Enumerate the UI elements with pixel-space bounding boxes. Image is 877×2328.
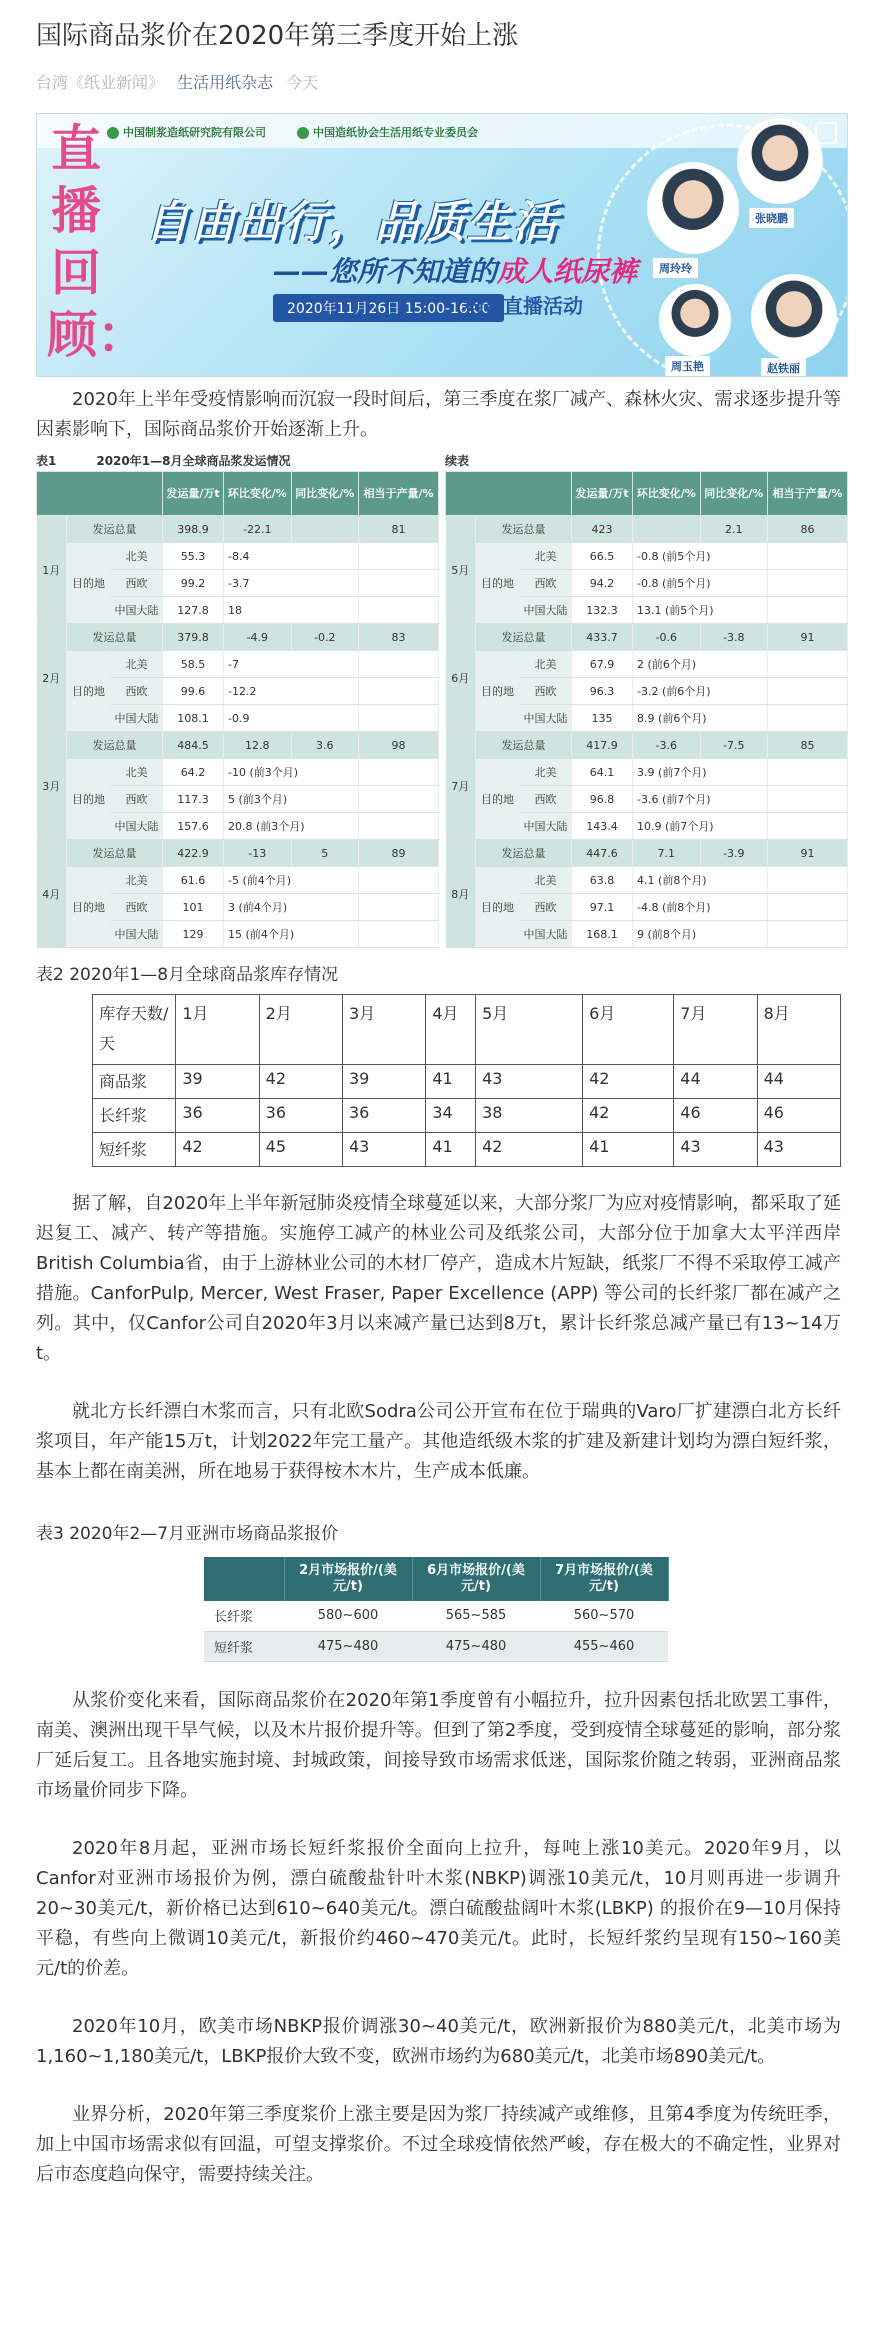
table1-region-cell: 99.6 [163, 678, 224, 705]
table2-cell: 38 [476, 1099, 583, 1133]
table3-row [204, 1631, 668, 1661]
table1-total-cell: 398.9 [163, 516, 224, 543]
table1-region-cell: -5 (前4个月) [224, 867, 359, 894]
table1-header-cell: 发运量/万t [572, 472, 633, 516]
table1-total-label: 发运总量 [67, 840, 163, 867]
table1-region-cell: -8.4 [224, 543, 359, 570]
table1-region-name: 北美 [520, 651, 572, 678]
table2-cell: 商品浆 [93, 1065, 176, 1099]
paragraph-5: 2020年8月起，亚洲市场长短纤浆报价全面向上拉升，每吨上涨10美元。2020年9月，以Canfor对亚洲市场报价为例，漂白硫酸盐针叶木浆(NBKP)调涨10美元/t，10月则再进一步调升20~30美元/t，新价格已达到610~640美元/t。漂白硫酸盐阔叶木浆(LBKP) 的报价在9—10月保持平稳，有些向上微调10美元/t，新报价约460~470美元/t。此时，长短纤浆约呈现有150~160美元/t的价差。 [36, 1837, 841, 1979]
table1-region-cell: -3.2 (前6个月) [633, 678, 768, 705]
table2-header-cell: 7月 [674, 995, 757, 1065]
table2-cell: 42 [583, 1065, 674, 1099]
table1-region-name: 北美 [520, 867, 572, 894]
table1-region-name: 西欧 [520, 894, 572, 921]
table1-month-cell: 7月 [446, 732, 476, 840]
table1-region-cell [359, 705, 439, 732]
table1-region-cell: 135 [572, 705, 633, 732]
table1-region-cell: 99.2 [163, 570, 224, 597]
org-1-logo-icon [107, 127, 119, 139]
table1-region-cell: 96.3 [572, 678, 633, 705]
spacer [36, 1369, 841, 1397]
table1-region-cell: 132.3 [572, 597, 633, 624]
table1-total-cell: 379.8 [163, 624, 224, 651]
table1-region-cell [768, 786, 848, 813]
banner-subline: ——您所不知道的成人纸尿裤 [273, 255, 638, 288]
banner-headline: 自由出行，品质生活 [145, 197, 559, 248]
table2-cell: 41 [426, 1133, 476, 1167]
live-review-banner[interactable] [36, 113, 848, 377]
table1-total-cell: 83 [359, 624, 439, 651]
table3-header-cell: 2月市场报价/(美元/t) [284, 1557, 412, 1601]
table1-total-row [37, 516, 439, 543]
table1-total-cell: 85 [768, 732, 848, 759]
table1-total-row [37, 624, 439, 651]
paragraph-3: 就北方长纤漂白木浆而言，只有北欧Sodra公司公开宣布在位于瑞典的Varo厂扩建漂白北方长纤浆项目，年产能15万t，计划2022年完工量产。其他造纸级木浆的扩建及新建计划均为漂白短纤浆，基本上都在南美洲，所在地易于获得桉木木片，生产成本低廉。 [36, 1401, 841, 1482]
spacer [36, 1984, 841, 2012]
table1-region-cell: -3.7 [224, 570, 359, 597]
table1-region-cell: 61.6 [163, 867, 224, 894]
table1-region-cell: 127.8 [163, 597, 224, 624]
table3-cell: 565~585 [412, 1601, 540, 1631]
speaker-name-1: 周玲玲 [653, 258, 698, 278]
table1-total-cell: 422.9 [163, 840, 224, 867]
table3-cell: 475~480 [412, 1631, 540, 1661]
table1-region-row [446, 867, 848, 894]
spacer [36, 2072, 841, 2100]
table3 [204, 1557, 669, 1662]
table1-region-name: 中国大陆 [111, 921, 163, 948]
table1-region-cell [359, 570, 439, 597]
table1-figure [36, 451, 848, 948]
table2-cell: 44 [757, 1065, 840, 1099]
table2 [92, 994, 841, 1167]
table2-cell: 46 [757, 1099, 840, 1133]
spacer [36, 1806, 841, 1834]
table1-region-cell: 55.3 [163, 543, 224, 570]
table1-region-cell: 13.1 (前5个月) [633, 597, 768, 624]
table1-header-cell: 相当于产量/% [768, 472, 848, 516]
table1-region-cell: 143.4 [572, 813, 633, 840]
table3-cell: 580~600 [284, 1601, 412, 1631]
table1-region-name: 中国大陆 [111, 813, 163, 840]
table1-region-cell: 9 (前8个月) [633, 921, 768, 948]
table1-region-name: 中国大陆 [520, 813, 572, 840]
paragraph-6: 2020年10月，欧美市场NBKP报价调涨30~40美元/t，欧洲新报价为880美元/t，北美市场为1,160~1,180美元/t，LBKP报价大致不变，欧洲市场约为680美元/t，北美市场890美元/t。 [36, 2015, 841, 2067]
table1-total-label: 发运总量 [67, 732, 163, 759]
table3-header-cell: 7月市场报价/(美元/t) [540, 1557, 668, 1601]
table1-dest-label: 目的地 [476, 759, 520, 840]
table2-caption: 表2 2020年1—8月全球商品浆库存情况 [36, 965, 339, 985]
table1-total-cell: 2.1 [700, 516, 768, 543]
table2-cell: 36 [259, 1099, 342, 1133]
table1-region-cell: 66.5 [572, 543, 633, 570]
table2-cell: 43 [476, 1065, 583, 1099]
table2-header-cell: 6月 [583, 995, 674, 1065]
table1-region-name: 中国大陆 [111, 705, 163, 732]
table1-total-cell: 81 [359, 516, 439, 543]
table1-region-cell: 18 [224, 597, 359, 624]
table1-region-cell [768, 921, 848, 948]
table2-row [93, 1065, 841, 1099]
table2-cell: 短纤浆 [93, 1133, 176, 1167]
table2-cell: 34 [426, 1099, 476, 1133]
table1-region-row [37, 867, 439, 894]
table1-region-name: 中国大陆 [520, 597, 572, 624]
table1-total-row [37, 840, 439, 867]
table2-cell: 36 [342, 1099, 425, 1133]
table1-region-name: 中国大陆 [520, 705, 572, 732]
table1-region-cell: 10.9 (前7个月) [633, 813, 768, 840]
table1-right-caption: 续表 [445, 454, 470, 468]
table2-cell: 长纤浆 [93, 1099, 176, 1133]
table2-cell: 39 [176, 1065, 259, 1099]
table1-header-cell: 环比变化/% [633, 472, 701, 516]
table1-region-name: 西欧 [111, 678, 163, 705]
table1-total-cell: 484.5 [163, 732, 224, 759]
table3-cell: 475~480 [284, 1631, 412, 1661]
banner-datetime: 2020年11月26日 15:00-16:00 [273, 294, 504, 322]
paragraph-1: 2020年上半年受疫情影响而沉寂一段时间后，第三季度在浆厂减产、森林火灾、需求逐步提升等因素影响下，国际商品浆价开始逐渐上升。 [36, 389, 841, 440]
table1-total-cell: -7.5 [700, 732, 768, 759]
table1-region-cell [359, 678, 439, 705]
table1-total-label: 发运总量 [67, 624, 163, 651]
table1-dest-label: 目的地 [67, 543, 111, 624]
org-2-logo-icon [297, 127, 309, 139]
table1-region-name: 北美 [111, 543, 163, 570]
speaker-photo-2 [737, 118, 823, 204]
table1-dest-label: 目的地 [67, 759, 111, 840]
table1-region-row [37, 759, 439, 786]
article-title: 国际商品浆价在2020年第三季度开始上涨 [36, 21, 519, 51]
table1-region-cell: 8.9 (前6个月) [633, 705, 768, 732]
table2-cell: 42 [476, 1133, 583, 1167]
table1-region-name: 北美 [111, 651, 163, 678]
table1-total-cell: 433.7 [572, 624, 633, 651]
table1-dest-label: 目的地 [67, 651, 111, 732]
table1-region-cell: 3 (前4个月) [224, 894, 359, 921]
table1-header-cell [446, 472, 572, 516]
table2-header-cell: 2月 [259, 995, 342, 1065]
table3-caption: 表3 2020年2—7月亚洲市场商品浆报价 [36, 1524, 339, 1544]
table1-region-row [37, 543, 439, 570]
table1-region-cell [359, 894, 439, 921]
table2-cell: 44 [674, 1065, 757, 1099]
table3-header-row [204, 1557, 668, 1601]
table1-region-cell [768, 570, 848, 597]
table1-region-cell: 5 (前3个月) [224, 786, 359, 813]
table1-region-cell: -0.8 (前5个月) [633, 543, 768, 570]
account-link[interactable]: 生活用纸杂志 [177, 73, 274, 92]
table1-region-cell: 108.1 [163, 705, 224, 732]
banner-vertical-text: 直播回顾： [47, 119, 147, 364]
table1-region-cell: 117.3 [163, 786, 224, 813]
table1-region-cell [768, 705, 848, 732]
table1-header-cell: 环比变化/% [224, 472, 292, 516]
table1-region-cell: -12.2 [224, 678, 359, 705]
table1-region-cell [768, 867, 848, 894]
table2-cell: 42 [259, 1065, 342, 1099]
table1-region-name: 西欧 [111, 786, 163, 813]
table1-total-row [446, 624, 848, 651]
table1-total-cell: -3.6 [633, 732, 701, 759]
table1-total-cell: 91 [768, 840, 848, 867]
table1-left-table [36, 471, 439, 948]
table1-total-cell: -0.6 [633, 624, 701, 651]
table3-cell: 长纤浆 [204, 1601, 284, 1631]
table1-region-cell: -4.8 (前8个月) [633, 894, 768, 921]
table1-total-row [37, 732, 439, 759]
table1-region-cell [768, 678, 848, 705]
table1-total-cell: 3.6 [291, 732, 359, 759]
table2-cell: 41 [583, 1133, 674, 1167]
table1-region-cell: 15 (前4个月) [224, 921, 359, 948]
table1-total-label: 发运总量 [476, 516, 572, 543]
table1-region-cell: 58.5 [163, 651, 224, 678]
table1-month-cell: 4月 [37, 840, 67, 948]
table1-month-cell: 2月 [37, 624, 67, 732]
table1-total-cell: 7.1 [633, 840, 701, 867]
table1-total-label: 发运总量 [67, 516, 163, 543]
table1-region-cell [359, 597, 439, 624]
table1-region-name: 西欧 [520, 570, 572, 597]
table1-total-cell: -3.9 [700, 840, 768, 867]
table1-region-cell [768, 759, 848, 786]
table1-region-cell: 63.8 [572, 867, 633, 894]
table3-cell: 短纤浆 [204, 1631, 284, 1661]
table1-region-cell [768, 894, 848, 921]
table2-cell: 43 [674, 1133, 757, 1167]
paragraph-7: 业界分析，2020年第三季度浆价上涨主要是因为浆厂持续减产或维修，且第4季度为传统旺季，加上中国市场需求似有回温，可望支撑浆价。不过全球疫情依然严峻，存在极大的不确定性，业界对后市态度趋向保守，需要持续关注。 [36, 2103, 841, 2185]
table1-month-cell: 6月 [446, 624, 476, 732]
table3-row [204, 1601, 668, 1631]
table2-header-cell: 4月 [426, 995, 476, 1065]
speaker-photo-1 [647, 162, 739, 254]
table1-total-cell: 5 [291, 840, 359, 867]
article-source: 台湾《纸业新闻》 [36, 73, 165, 92]
table1-month-cell: 3月 [37, 732, 67, 840]
publish-date: 今天 [286, 73, 319, 92]
table1-region-cell: 168.1 [572, 921, 633, 948]
table2-cell: 41 [426, 1065, 476, 1099]
table1-region-name: 西欧 [520, 678, 572, 705]
table1-region-name: 西欧 [520, 786, 572, 813]
table1-total-cell: -0.2 [291, 624, 359, 651]
table1-region-name: 北美 [520, 543, 572, 570]
table2-header-cell: 库存天数/天 [93, 995, 176, 1065]
table1-right-table [445, 471, 848, 948]
table1-region-cell: 67.9 [572, 651, 633, 678]
speaker-photo-3 [659, 284, 731, 356]
table1-total-row [446, 516, 848, 543]
table1-region-cell [359, 867, 439, 894]
table1-region-cell: 101 [163, 894, 224, 921]
table1-month-cell: 5月 [446, 516, 476, 624]
table2-cell: 39 [342, 1065, 425, 1099]
table1-header-cell: 同比变化/% [700, 472, 768, 516]
table1-total-cell: 91 [768, 624, 848, 651]
table1-region-cell: 97.1 [572, 894, 633, 921]
table1-header-row [446, 472, 848, 516]
table1-region-name: 北美 [111, 759, 163, 786]
table1-header-cell: 发运量/万t [163, 472, 224, 516]
table1-region-row [446, 651, 848, 678]
table1-left [36, 451, 439, 948]
table1-region-cell [359, 759, 439, 786]
table2-cell: 46 [674, 1099, 757, 1133]
table1-dest-label: 目的地 [476, 543, 520, 624]
table1-total-cell [291, 516, 359, 543]
table1-month-cell: 1月 [37, 516, 67, 624]
table3-cell: 455~460 [540, 1631, 668, 1661]
table2-cell: 42 [176, 1133, 259, 1167]
table1-total-cell: 447.6 [572, 840, 633, 867]
table1-region-cell [359, 543, 439, 570]
table1-total-cell: 423 [572, 516, 633, 543]
table1-total-cell [633, 516, 701, 543]
table1-region-cell: 64.2 [163, 759, 224, 786]
paragraph-4: 从浆价变化来看，国际商品浆价在2020年第1季度曾有小幅拉升，拉升因素包括北欧罢工事件，南美、澳洲出现干旱气候，以及木片报价提升等。但到了第2季度，受到疫情全球蔓延的影响，部分浆厂延后复工。且各地实施封境、封城政策，间接导致市场需求低迷，国际浆价随之转弱，亚洲商品浆市场量价同步下降。 [36, 1689, 841, 1801]
table1-header-cell: 同比变化/% [291, 472, 359, 516]
table1-total-cell: -4.9 [224, 624, 292, 651]
table1-region-row [446, 543, 848, 570]
table1-dest-label: 目的地 [476, 867, 520, 948]
table1-region-cell: -0.9 [224, 705, 359, 732]
table1-total-cell: -22.1 [224, 516, 292, 543]
table1-region-cell [768, 543, 848, 570]
org-1: 中国制浆造纸研究院有限公司 [107, 124, 266, 140]
table1-dest-label: 目的地 [476, 651, 520, 732]
banner-event: 科普直播活动 [463, 294, 583, 318]
table1-region-name: 北美 [111, 867, 163, 894]
table1-left-caption: 表1 2020年1—8月全球商品浆发运情况 [36, 454, 291, 468]
table1-region-name: 西欧 [111, 570, 163, 597]
table1-region-cell [768, 597, 848, 624]
table1-region-name: 中国大陆 [520, 921, 572, 948]
table2-cell: 45 [259, 1133, 342, 1167]
table3-cell: 560~570 [540, 1601, 668, 1631]
table1-total-row [446, 732, 848, 759]
table1-total-row [446, 840, 848, 867]
table1-header-row [37, 472, 439, 516]
table1-total-label: 发运总量 [476, 840, 572, 867]
table1-region-cell: -3.6 (前7个月) [633, 786, 768, 813]
table2-cell: 43 [757, 1133, 840, 1167]
speaker-name-3: 周玉艳 [665, 356, 710, 376]
table1-total-cell: 86 [768, 516, 848, 543]
table1-region-cell [359, 921, 439, 948]
table1-total-cell: -13 [224, 840, 292, 867]
table1-right [445, 451, 848, 948]
table1-region-cell: 2 (前6个月) [633, 651, 768, 678]
table1-total-cell: 12.8 [224, 732, 292, 759]
table1-region-name: 西欧 [111, 894, 163, 921]
table1-region-cell: 20.8 (前3个月) [224, 813, 359, 840]
speaker-name-2: 张晓鹏 [749, 208, 794, 228]
table1-region-name: 中国大陆 [111, 597, 163, 624]
table1-total-label: 发运总量 [476, 732, 572, 759]
table2-row [93, 1099, 841, 1133]
table2-cell: 36 [176, 1099, 259, 1133]
table1-total-cell: 98 [359, 732, 439, 759]
table1-region-cell: -0.8 (前5个月) [633, 570, 768, 597]
table1-region-cell: -7 [224, 651, 359, 678]
table2-header-cell: 3月 [342, 995, 425, 1065]
table1-header-cell: 相当于产量/% [359, 472, 439, 516]
table1-region-cell: 157.6 [163, 813, 224, 840]
article-meta [36, 70, 841, 93]
table2-header-cell: 8月 [757, 995, 840, 1065]
table1-dest-label: 目的地 [67, 867, 111, 948]
table1-region-cell: 4.1 (前8个月) [633, 867, 768, 894]
table2-cell: 42 [583, 1099, 674, 1133]
table1-region-cell: 94.2 [572, 570, 633, 597]
table1-month-cell: 8月 [446, 840, 476, 948]
table2-header-cell: 1月 [176, 995, 259, 1065]
paragraph-2: 据了解，自2020年上半年新冠肺炎疫情全球蔓延以来，大部分浆厂为应对疫情影响，都采取了延迟复工、减产、转产等措施。实施停工减产的林业公司及纸浆公司，大部分位于加拿大太平洋西岸British Columbia省，由于上游林业公司的木材厂停产，造成木片短缺，纸浆厂不得不采取停工减产措施。CanforPulp, Mercer, West Fraser, Paper Excellence (APP) 等公司的长纤浆厂都在减产之列。其中，仅Canfor公司自2020年3月以来减产量已达到8万t，累计长纤浆总减产量已有13~14万t。 [36, 1193, 841, 1364]
table1-region-row [37, 651, 439, 678]
table1-region-cell: -10 (前3个月) [224, 759, 359, 786]
table1-region-row [446, 759, 848, 786]
table1-region-cell [768, 651, 848, 678]
table1-region-cell: 3.9 (前7个月) [633, 759, 768, 786]
table2-row [93, 1133, 841, 1167]
table3-header-cell [204, 1557, 284, 1601]
table1-region-cell [768, 813, 848, 840]
table1-total-cell: -3.8 [700, 624, 768, 651]
table1-region-cell: 129 [163, 921, 224, 948]
table1-region-cell [359, 813, 439, 840]
table3-header-cell: 6月市场报价/(美元/t) [412, 1557, 540, 1601]
table1-header-cell [37, 472, 163, 516]
speaker-name-4: 赵铁丽 [761, 358, 806, 377]
org-2: 中国造纸协会生活用纸专业委员会 [297, 124, 478, 140]
table2-header-row [93, 995, 841, 1065]
table1-region-cell [359, 786, 439, 813]
table2-header-cell: 5月 [476, 995, 583, 1065]
table1-total-cell: 89 [359, 840, 439, 867]
table1-region-cell: 96.8 [572, 786, 633, 813]
speaker-photo-4 [751, 274, 837, 360]
table1-region-cell: 64.1 [572, 759, 633, 786]
table1-region-cell [359, 651, 439, 678]
table1-total-label: 发运总量 [476, 624, 572, 651]
table1-total-cell: 417.9 [572, 732, 633, 759]
table2-cell: 43 [342, 1133, 425, 1167]
table1-region-name: 北美 [520, 759, 572, 786]
